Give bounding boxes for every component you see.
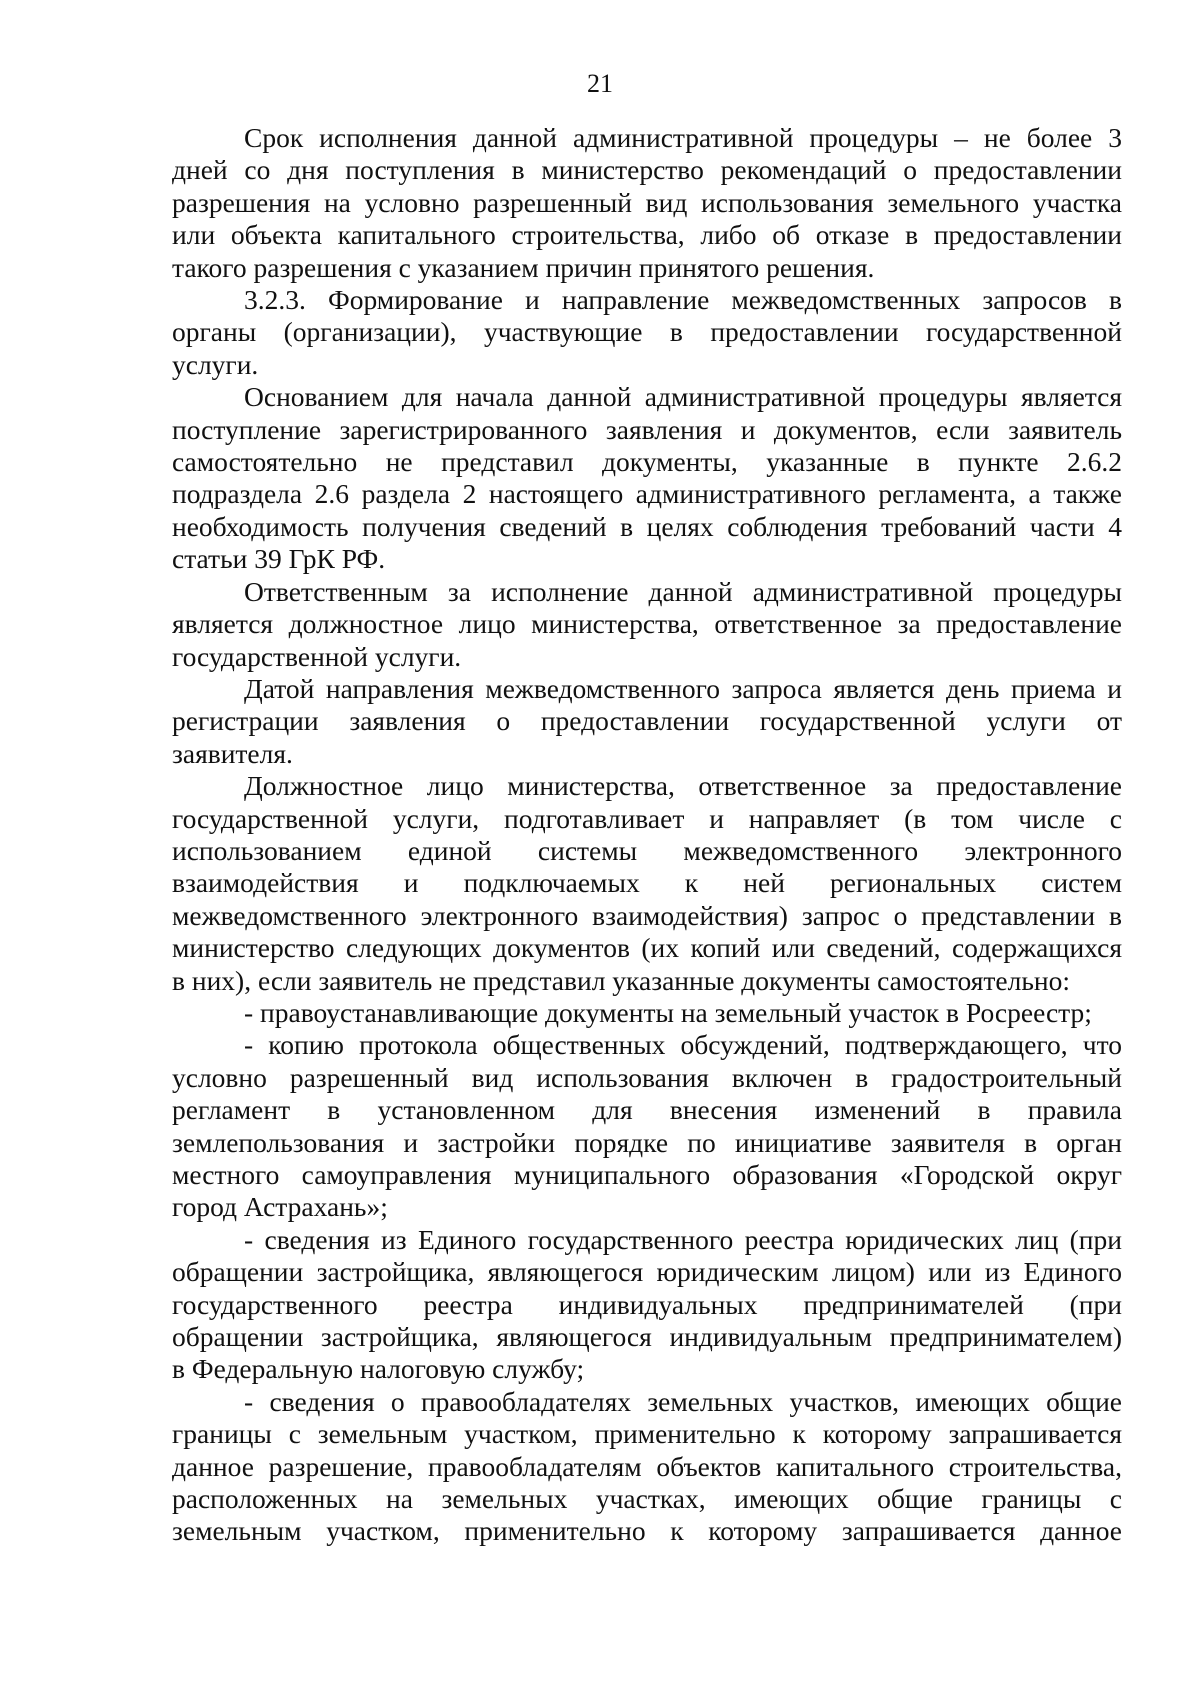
text-line: является должностное лицо министерства, ответственное за предоставление xyxy=(172,608,1122,640)
text-line: местного самоуправления муниципального образования «Городской округ xyxy=(172,1159,1122,1190)
text-line: границы с земельным участком, применительно к которому запрашивается xyxy=(172,1418,1122,1450)
text-line: такого разрешения с указанием причин принятого решения. xyxy=(172,251,875,283)
text-line: поступление зарегистрированного заявления и документов, если заявитель xyxy=(172,413,1122,445)
text-line: использованием единой системы межведомственного электронного xyxy=(172,834,1122,866)
paragraph xyxy=(172,770,1122,997)
text-line: взаимодействия и подключаемых к ней региональных систем xyxy=(172,867,1122,899)
text-line: государственной услуги. xyxy=(172,640,462,672)
paragraph xyxy=(172,284,1122,381)
text-line: подраздела 2.6 раздела 2 настоящего административного регламента, а также xyxy=(172,478,1122,510)
text-line: землепользования и застройки порядке по инициативе заявителя в орган xyxy=(172,1126,1122,1158)
text-line: - сведения из Единого государственного реестра юридических лиц (при xyxy=(244,1223,1122,1255)
text-line: министерство следующих документов (их копий или сведений, содержащихся xyxy=(172,932,1122,964)
text-line: Должностное лицо министерства, ответственное за предоставление xyxy=(244,770,1122,802)
text-line: или объекта капитального строительства, либо об отказе в предоставлении xyxy=(172,219,1122,251)
text-line: данное разрешение, правообладателям объектов капитального строительства, xyxy=(172,1450,1122,1482)
text-line: межведомственного электронного взаимодействия) запрос о представлении в xyxy=(172,899,1122,931)
text-line: - правоустанавливающие документы на земельный участок в Росреестр; xyxy=(244,996,1092,1028)
paragraph xyxy=(172,997,1122,1029)
page-number: 21 xyxy=(587,69,613,98)
text-line: Датой направления межведомственного запроса является день приема и xyxy=(244,672,1122,704)
text-line: заявителя. xyxy=(172,737,293,769)
text-line: обращении застройщика, являющегося юридическим лицом) или из Единого xyxy=(172,1256,1122,1288)
text-line: город Астрахань»; xyxy=(172,1191,388,1223)
text-line: в Федеральную налоговую службу; xyxy=(172,1353,585,1385)
text-line: в них), если заявитель не представил указанные документы самостоятельно: xyxy=(172,964,1070,996)
text-line: государственной услуги, подготавливает и направляет (в том числе с xyxy=(172,802,1122,834)
text-line: услуги. xyxy=(172,348,259,380)
text-line: органы (организации), участвующие в предоставлении государственной xyxy=(172,316,1122,348)
paragraph xyxy=(172,1224,1122,1386)
paragraph xyxy=(172,122,1122,284)
text-line: разрешения на условно разрешенный вид использования земельного участка xyxy=(172,186,1122,218)
paragraph xyxy=(172,673,1122,770)
paragraph xyxy=(172,1029,1122,1223)
text-line: земельным участком, применительно к которому запрашивается данное xyxy=(172,1515,1122,1547)
body-text xyxy=(172,122,1122,1548)
text-line: Основанием для начала данной административной процедуры является xyxy=(244,381,1122,413)
text-line: - копию протокола общественных обсуждений, подтверждающего, что xyxy=(244,1029,1122,1061)
paragraph xyxy=(172,576,1122,673)
text-line: государственного реестра индивидуальных предпринимателей (при xyxy=(172,1288,1122,1320)
text-line: регламент в установленном для внесения изменений в правила xyxy=(172,1094,1122,1126)
paragraph xyxy=(172,1386,1122,1548)
text-line: регистрации заявления о предоставлении государственной услуги от xyxy=(172,705,1122,737)
text-line: дней со дня поступления в министерство рекомендаций о предоставлении xyxy=(172,154,1122,186)
text-line: самостоятельно не представил документы, указанные в пункте 2.6.2 xyxy=(172,446,1122,478)
text-line: обращении застройщика, являющегося индивидуальным предпринимателем) xyxy=(172,1321,1122,1353)
text-line: условно разрешенный вид использования включен в градостроительный xyxy=(172,1061,1122,1093)
text-line: Ответственным за исполнение данной административной процедуры xyxy=(244,575,1122,607)
text-line: статьи 39 ГрК РФ. xyxy=(172,543,386,575)
paragraph xyxy=(172,381,1122,575)
text-line: расположенных на земельных участках, имеющих общие границы с xyxy=(172,1483,1122,1515)
text-line: Срок исполнения данной административной процедуры – не более 3 xyxy=(244,122,1122,153)
text-line: - сведения о правообладателях земельных участков, имеющих общие xyxy=(244,1385,1122,1417)
text-line: 3.2.3. Формирование и направление межведомственных запросов в xyxy=(244,284,1122,316)
text-line: необходимость получения сведений в целях соблюдения требований части 4 xyxy=(172,510,1122,542)
